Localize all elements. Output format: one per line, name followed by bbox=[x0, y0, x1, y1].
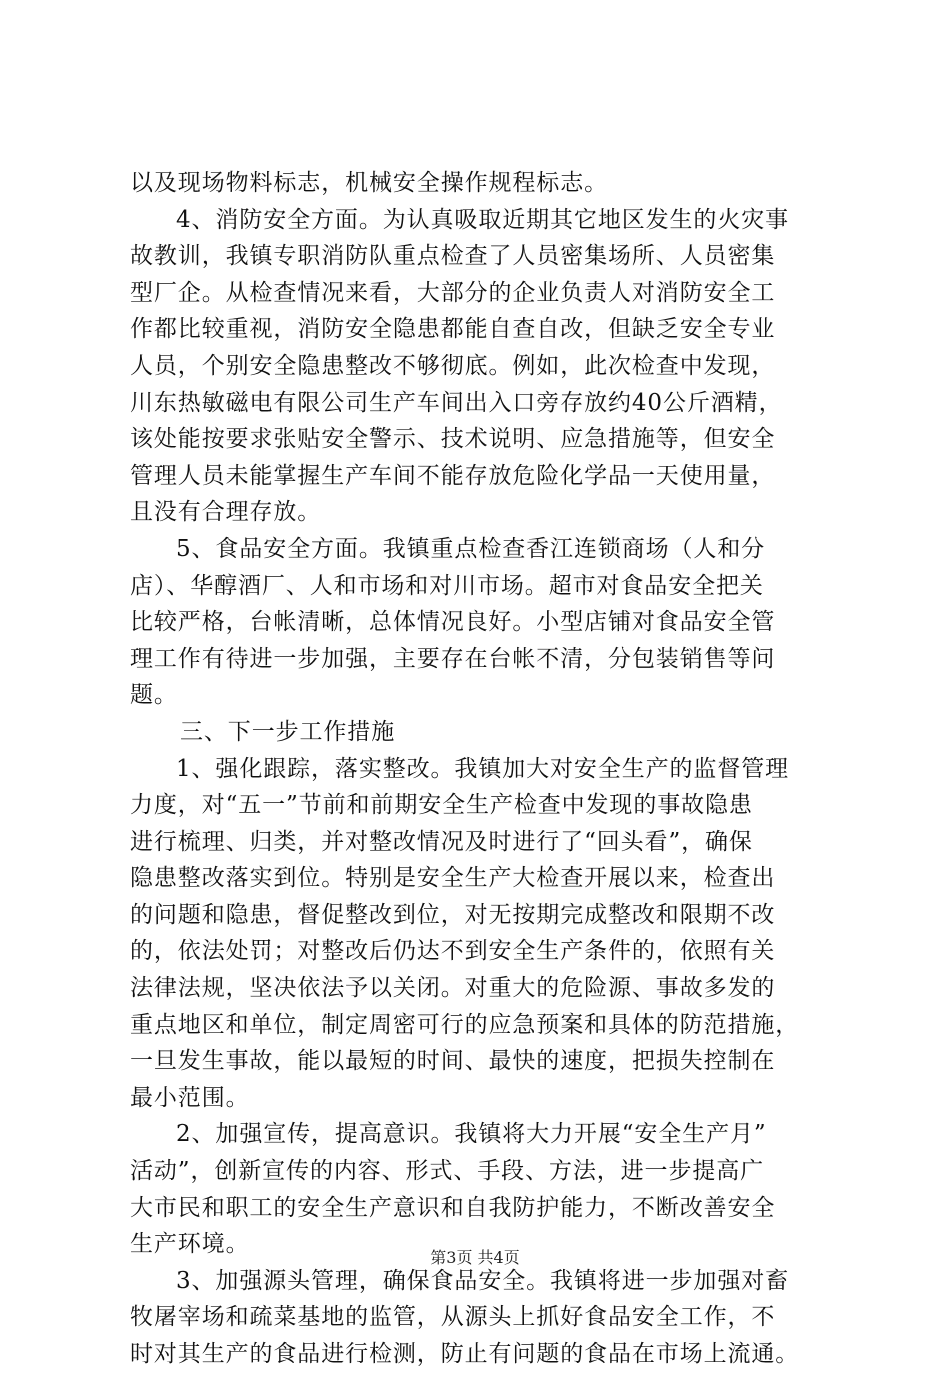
text-line: 生产环境。 bbox=[130, 1231, 250, 1258]
section-heading: 三、下一步工作措施 bbox=[180, 718, 396, 745]
text-line: 且没有合理存放。 bbox=[130, 499, 322, 526]
text-line: 故教训，我镇专职消防队重点检查了人员密集场所、人员密集 bbox=[130, 243, 776, 270]
paragraph-publicity: 2、加强宣传，提高意识。我镇将大力开展“安全生产月” bbox=[176, 1121, 767, 1148]
paragraph-tracking: 1、强化跟踪，落实整改。我镇加大对安全生产的监督管理 bbox=[176, 755, 790, 782]
text-line: 的，依法处罚；对整改后仍达不到安全生产条件的，依照有关 bbox=[130, 938, 776, 965]
text-line: 比较严格，台帐清晰，总体情况良好。小型店铺对食品安全管 bbox=[130, 609, 776, 636]
text-line: 最小范围。 bbox=[130, 1084, 250, 1111]
paragraph-source-management: 3、加强源头管理，确保食品安全。我镇将进一步加强对畜 bbox=[176, 1267, 790, 1294]
text-line: 人员，个别安全隐患整改不够彻底。例如，此次检查中发现， bbox=[130, 352, 776, 379]
text-line: 题。 bbox=[130, 682, 178, 709]
text-line: 一旦发生事故，能以最短的时间、最快的速度，把损失控制在 bbox=[130, 1048, 776, 1075]
text-line: 隐患整改落实到位。特别是安全生产大检查开展以来，检查出 bbox=[130, 865, 776, 892]
text-line: 型厂企。从检查情况来看，大部分的企业负责人对消防安全工 bbox=[130, 279, 776, 306]
text-line: 店）、华醇酒厂、人和市场和对川市场。超市对食品安全把关 bbox=[130, 572, 764, 599]
page-number-footer: 第3页 共4页 bbox=[430, 1248, 520, 1267]
text-line: 理工作有待进一步加强，主要存在台帐不清，分包装销售等问 bbox=[130, 645, 776, 672]
text-line: 以及现场物料标志，机械安全操作规程标志。 bbox=[130, 170, 608, 196]
paragraph-food-safety: 5、食品安全方面。我镇重点检查香江连锁商场（人和分 bbox=[176, 535, 766, 562]
text-line: 进行梳理、归类，并对整改情况及时进行了“回头看”，确保 bbox=[130, 828, 753, 855]
text-line: 管理人员未能掌握生产车间不能存放危险化学品一天使用量， bbox=[130, 462, 776, 489]
text-line: 川东热敏磁电有限公司生产车间出入口旁存放约40公斤酒精， bbox=[130, 389, 783, 416]
text-line: 时对其生产的食品进行检测，防止有问题的食品在市场上流通。 bbox=[130, 1341, 800, 1367]
body-text bbox=[130, 165, 830, 1373]
text-line: 作都比较重视，消防安全隐患都能自查自改，但缺乏安全专业 bbox=[130, 316, 776, 343]
text-line: 牧屠宰场和疏菜基地的监管，从源头上抓好食品安全工作，不 bbox=[130, 1304, 776, 1331]
text-line: 力度，对“五一”节前和前期安全生产检查中发现的事故隐患 bbox=[130, 792, 753, 819]
text-line: 大市民和职工的安全生产意识和自我防护能力，不断改善安全 bbox=[130, 1194, 776, 1221]
text-line: 法律法规，坚决依法予以关闭。对重大的危险源、事故多发的 bbox=[130, 975, 776, 1002]
text-line: 该处能按要求张贴安全警示、技术说明、应急措施等，但安全 bbox=[130, 426, 776, 453]
text-line: 重点地区和单位，制定周密可行的应急预案和具体的防范措施， bbox=[130, 1011, 800, 1038]
text-line: 活动”，创新宣传的内容、形式、手段、方法，进一步提高广 bbox=[130, 1158, 765, 1185]
text-line: 的问题和隐患，督促整改到位，对无按期完成整改和限期不改 bbox=[130, 901, 776, 928]
paragraph-fire-safety: 4、消防安全方面。为认真吸取近期其它地区发生的火灾事 bbox=[176, 206, 790, 233]
